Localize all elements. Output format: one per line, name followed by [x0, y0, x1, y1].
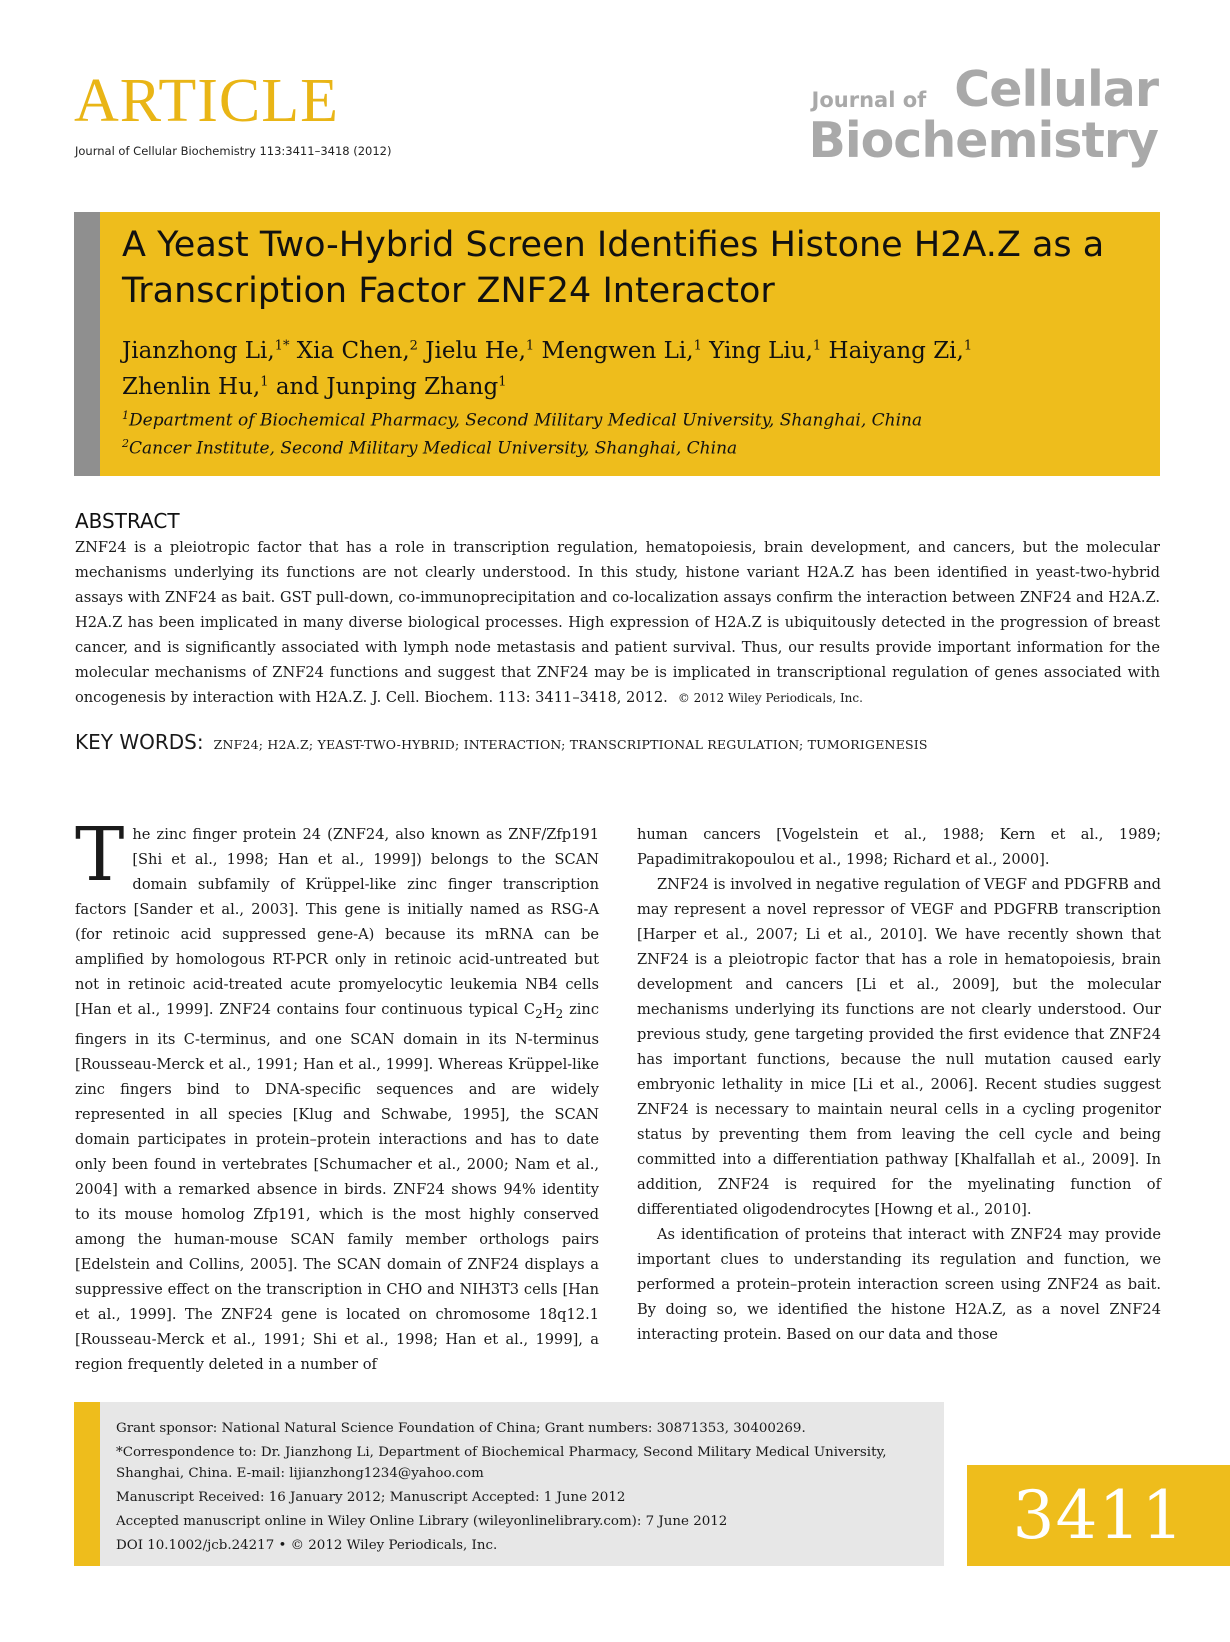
logo-journal-of: Journal of: [811, 88, 927, 112]
drop-cap: T: [75, 812, 125, 898]
author: Zhenlin Hu,$^1$: [122, 374, 269, 401]
paper-title: A Yeast Two-Hybrid Screen Identifies Histone H2A.Z as a Transcription Factor ZNF24 Interactor: [122, 225, 1105, 311]
body-column-right: [637, 822, 1161, 1347]
author-list: [122, 330, 1162, 403]
article-label: ARTICLE: [74, 67, 340, 135]
keywords: [75, 730, 1160, 754]
logo-cellular: Cellular: [954, 61, 1158, 118]
abstract-text: ZNF24 is a pleiotropic factor that has a role in transcription regulation, hematopoiesis, brain development, and cancers, but the molecular mechanisms underlying its functions are not clearly understood. In this study, histone variant H2A.Z has been identified in yeast-two-hybrid assays with ZNF24 as bait. GST pull-down, co-immunoprecipitation and co-localization assays confirm the interaction between ZNF24 and H2A.Z. H2A.Z has been implicated in many diverse biological processes. High expression of H2A.Z is ubiquitously detected in the progression of breast cancer, and is significantly associated with lymph node metastasis and patient survival. Thus, our results provide important information for the molecular mechanisms of ZNF24 functions and suggest that ZNF24 may be is implicated in transcriptional regulation of genes associated with oncogenesis by interaction with H2A.Z. J. Cell. Biochem. 113: 3411–3418, 2012. © 2012 Wiley Periodicals, Inc.: [75, 539, 1160, 706]
author: and Junping Zhang$^1$: [275, 374, 507, 401]
manuscript-dates: Manuscript Received: 16 January 2012; Manuscript Accepted: 1 June 2012: [116, 1490, 626, 1505]
correspondence: *Correspondence to: Dr. Jianzhong Li, Department of Biochemical Pharmacy, Second Military Medical University, Shanghai, China. E-mail: lijianzhong1234@yahoo.com: [116, 1445, 887, 1481]
body-paragraph: As identification of proteins that interact with ZNF24 may provide important clues to understanding its regulation and function, we performed a protein–protein interaction screen using ZNF24 as bait. By doing so, we identified the histone H2A.Z, as a novel ZNF24 interacting protein. Based on our data and those: [637, 1226, 1161, 1343]
grant-info: Grant sponsor: National Natural Science Foundation of China; Grant numbers: 30871353, 30400269.: [116, 1421, 806, 1436]
abstract-copyright: © 2012 Wiley Periodicals, Inc.: [677, 691, 863, 705]
title-block: [74, 212, 1160, 476]
author: Xia Chen,$^2$: [296, 337, 418, 364]
logo-biochemistry: Biochemistry: [808, 112, 1158, 169]
journal-citation: Journal of Cellular Biochemistry 113:3411–3418 (2012): [75, 144, 392, 158]
doi: DOI 10.1002/jcb.24217 • © 2012 Wiley Periodicals, Inc.: [116, 1538, 498, 1553]
body-paragraph: human cancers [Vogelstein et al., 1988; Kern et al., 1989; Papadimitrakopoulou et al., 1998; Richard et al., 2000].: [637, 826, 1161, 868]
abstract-heading: ABSTRACT: [75, 509, 180, 533]
body-paragraph: ZNF24 is involved in negative regulation of VEGF and PDGFRB and may represent a novel repressor of VEGF and PDGFRB transcription [Harper et al., 2007; Li et al., 2010]. We have recently shown that ZNF24 is a pleiotropic factor that has a role in hematopoiesis, brain development and cancers [Li et al., 2009], but the molecular mechanisms underlying its functions are not clearly understood. Our previous study, gene targeting provided the first evidence that ZNF24 has important functions, because the null mutation caused early embryonic lethality in mice [Li et al., 2006]. Recent studies suggest ZNF24 is necessary to maintain neural cells in a cycling progenitor status by preventing them from leaving the cell cycle and being committed into a differentiation pathway [Khalfallah et al., 2009]. In addition, ZNF24 is required for the myelinating function of differentiated oligodendrocytes [Howng et al., 2010].: [637, 876, 1161, 1218]
author: Mengwen Li,$^1$: [541, 337, 702, 364]
affiliation-1: $^1$Department of Biochemical Pharmacy, Second Military Medical University, Shanghai, China: [122, 409, 923, 431]
body-column-left: [75, 812, 599, 1377]
author: Haiyang Zi,$^1$: [828, 337, 973, 364]
footnote-box: [74, 1402, 944, 1566]
journal-logo: [808, 61, 1158, 169]
author: Jianzhong Li,$^{1*}$: [122, 337, 290, 364]
affiliation-2: $^2$Cancer Institute, Second Military Medical University, Shanghai, China: [122, 437, 738, 459]
body-paragraph: The zinc finger protein 24 (ZNF24, also known as ZNF/Zfp191 [Shi et al., 1998; Han et al., 1999]) belongs to the SCAN domain subfamily of Krüppel-like zinc finger transcription factors [Sander et al., 2003]. This gene is initially named as RSG-A (for retinoic acid suppressed gene-A) because its mRNA can be amplified by homologous RT-PCR only in retinoic acid-untreated but not in retinoic acid-treated acute promyelocytic leukemia NB4 cells [Han et al., 1999]. ZNF24 contains four continuous typical $C_2H_2$ zinc fingers in its C-terminus, and one SCAN domain in its N-terminus [Rousseau-Merck et al., 1991; Han et al., 1999]. Whereas Krüppel-like zinc fingers bind to DNA-specific sequences and are widely represented in all species [Klug and Schwabe, 1995], the SCAN domain participates in protein–protein interactions and has to date only been found in vertebrates [Schumacher et al., 2000; Nam et al., 2004] with a remarked absence in birds. ZNF24 shows 94% identity to its mouse homolog Zfp191, which is the most highly conserved among the human-mouse SCAN family member orthologs pairs [Edelstein and Collins, 2005]. The SCAN domain of ZNF24 displays a suppressive effect on the transcription in CHO and NIH3T3 cells [Han et al., 1999]. The ZNF24 gene is located on chromosome 18q12.1 [Rousseau-Merck et al., 1991; Shi et al., 1998; Han et al., 1999], a region frequently deleted in a number of: [75, 812, 599, 1373]
author: Ying Liu,$^1$: [709, 337, 822, 364]
keywords-label: KEY WORDS:: [75, 730, 204, 754]
page-number: 3411: [967, 1465, 1230, 1566]
online-info: Accepted manuscript online in Wiley Online Library (wileyonlinelibrary.com): 7 June 2012: [116, 1514, 728, 1529]
keywords-text: ZNF24; H2A.Z; YEAST-TWO-HYBRID; INTERACTION; TRANSCRIPTIONAL REGULATION; TUMORIGENESIS: [213, 737, 928, 752]
author: Jielu He,$^1$: [425, 337, 535, 364]
